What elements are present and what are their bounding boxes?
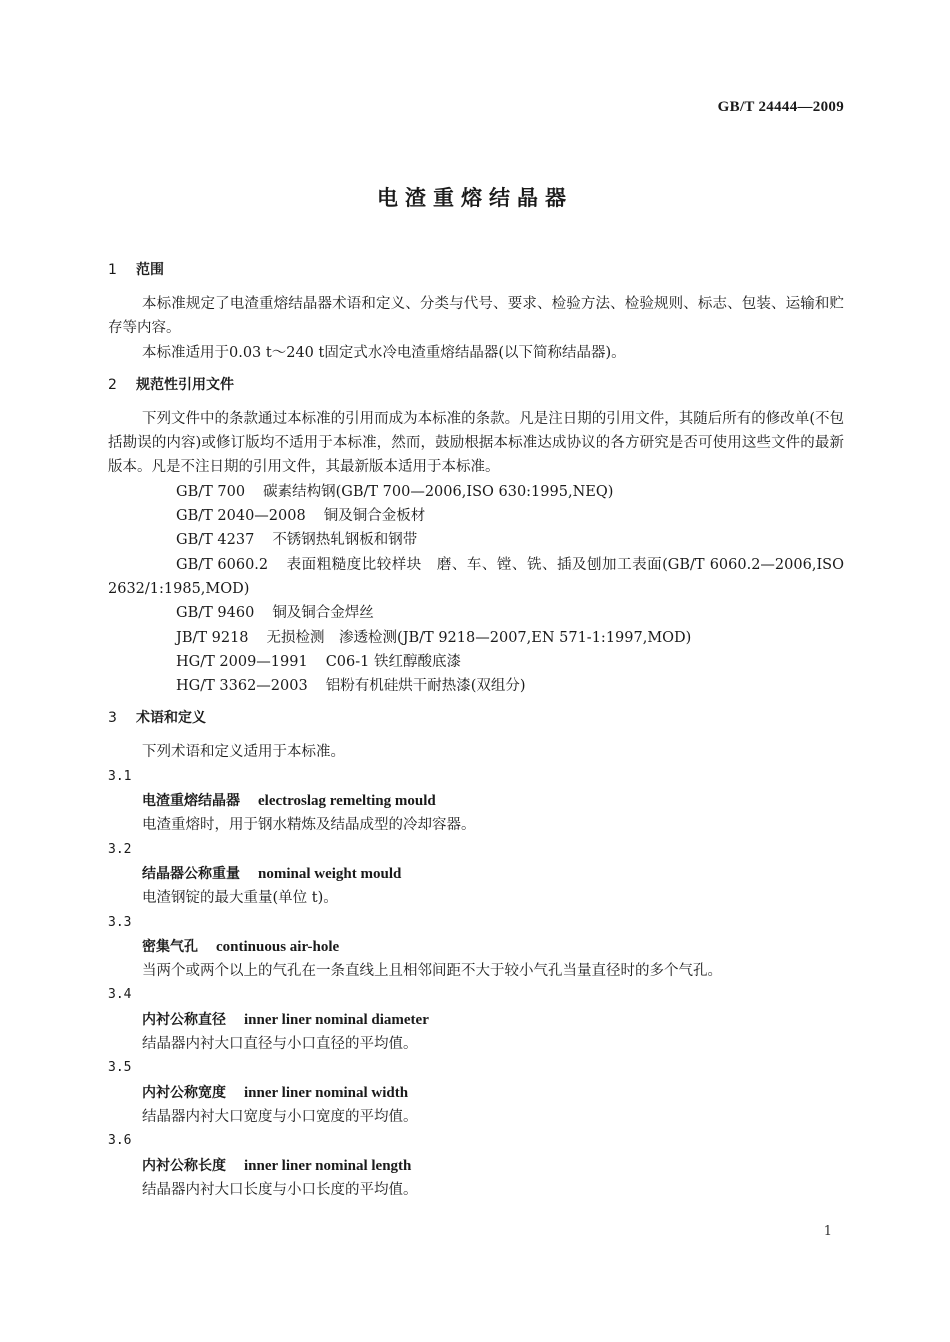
term-english: inner liner nominal diameter [244, 1011, 429, 1028]
reference-code: HG/T 2009—1991 [176, 653, 308, 670]
term-english: nominal weight mould [258, 865, 402, 882]
reference-code: GB/T 4237 [176, 532, 255, 549]
term-definition: 电渣钢锭的最大重量(单位 t)。 [142, 890, 338, 907]
reference-title: 铝粉有机硅烘干耐热漆(双组分) [325, 678, 526, 695]
section-number: 2 [108, 376, 117, 393]
section-title: 规范性引用文件 [136, 376, 234, 393]
term-definition: 当两个或两个以上的气孔在一条直线上且相邻间距不大于较小气孔当量直径时的多个气孔。 [142, 963, 722, 980]
section-heading-terms [108, 706, 844, 730]
reference-item [108, 528, 844, 552]
terms-intro: 下列术语和定义适用于本标准。 [142, 744, 345, 761]
section-heading-scope [108, 258, 844, 282]
reference-list [108, 480, 844, 699]
document-title: 电渣重熔结晶器 [377, 186, 573, 210]
page-number: 1 [823, 1224, 832, 1239]
reference-item [108, 504, 844, 528]
term-english: electroslag remelting mould [258, 793, 436, 810]
term-definition: 结晶器内衬大口宽度与小口宽度的平均值。 [142, 1108, 418, 1125]
reference-code: HG/T 3362—2003 [176, 678, 308, 695]
term-entry [108, 1056, 844, 1129]
term-chinese: 内衬公称长度 [142, 1157, 226, 1174]
term-chinese: 电渣重熔结晶器 [142, 793, 240, 810]
term-entry [108, 838, 844, 911]
term-definition: 电渣重熔时，用于钢水精炼及结晶成型的冷却容器。 [142, 817, 476, 834]
reference-item [108, 626, 844, 650]
reference-title: 表面粗糙度比较样块 磨、车、镗、铣、插及刨加工表面(GB/T 6060.2—2006,ISO 2632/1:1985,MOD) [108, 556, 844, 597]
reference-item [108, 650, 844, 674]
term-english: inner liner nominal length [244, 1157, 412, 1174]
term-entry [108, 1129, 844, 1202]
term-entry [108, 983, 844, 1056]
reference-item [108, 674, 844, 698]
section-title: 术语和定义 [136, 710, 206, 727]
reference-code: JB/T 9218 [176, 629, 249, 646]
reference-code: GB/T 9460 [176, 605, 255, 622]
section-heading-normative-references [108, 373, 844, 397]
section-number: 1 [108, 262, 117, 278]
term-chinese: 内衬公称宽度 [142, 1084, 226, 1101]
term-number: 3.3 [108, 914, 132, 930]
term-definition: 结晶器内衬大口长度与小口长度的平均值。 [142, 1181, 418, 1198]
reference-title: 碳素结构钢(GB/T 700—2006,ISO 630:1995,NEQ) [263, 483, 614, 500]
term-chinese: 内衬公称直径 [142, 1011, 226, 1028]
references-intro: 下列文件中的条款通过本标准的引用而成为本标准的条款。凡是注日期的引用文件，其随后所有的修改单(不包括勘误的内容)或修订版均不适用于本标准，然而，鼓励根据本标准达成协议的各方研究是否可使用这些文件的最新版本。凡是不注日期的引用文件，其最新版本适用于本标准。 [108, 410, 844, 476]
standard-code: GB/T 24444—2009 [717, 99, 844, 115]
term-english: inner liner nominal width [244, 1084, 409, 1101]
reference-title: 不锈钢热轧钢板和钢带 [272, 532, 418, 549]
term-number: 3.5 [108, 1060, 132, 1076]
reference-title: C06-1 铁红醇酸底漆 [325, 653, 461, 670]
term-chinese: 结晶器公称重量 [142, 865, 240, 882]
scope-paragraph: 本标准适用于0.03 t～240 t固定式水冷电渣重熔结晶器(以下简称结晶器)。 [142, 344, 626, 361]
term-chinese: 密集气孔 [142, 938, 198, 955]
term-number: 3.2 [108, 841, 132, 857]
reference-code: GB/T 6060.2 [176, 556, 269, 573]
reference-title: 铜及铜合金焊丝 [272, 605, 374, 622]
reference-item [108, 480, 844, 504]
term-number: 3.6 [108, 1133, 132, 1149]
reference-item [108, 553, 844, 602]
reference-code: GB/T 2040—2008 [176, 508, 306, 525]
term-entry [108, 911, 844, 984]
term-entry [108, 765, 844, 838]
section-number: 3 [108, 710, 117, 727]
term-number: 3.4 [108, 987, 132, 1003]
reference-title: 铜及铜合金板材 [323, 508, 426, 525]
reference-title: 无损检测 渗透检测(JB/T 9218—2007,EN 571-1:1997,MOD) [266, 629, 692, 646]
term-definition: 结晶器内衬大口直径与小口直径的平均值。 [142, 1036, 418, 1053]
section-title: 范围 [136, 262, 164, 278]
reference-code: GB/T 700 [176, 483, 246, 500]
scope-paragraph: 本标准规定了电渣重熔结晶器术语和定义、分类与代号、要求、检验方法、检验规则、标志、包装、运输和贮存等内容。 [108, 296, 844, 337]
term-number: 3.1 [108, 768, 132, 784]
document-body [108, 258, 844, 1202]
term-english: continuous air-hole [216, 938, 340, 955]
reference-item [108, 601, 844, 625]
